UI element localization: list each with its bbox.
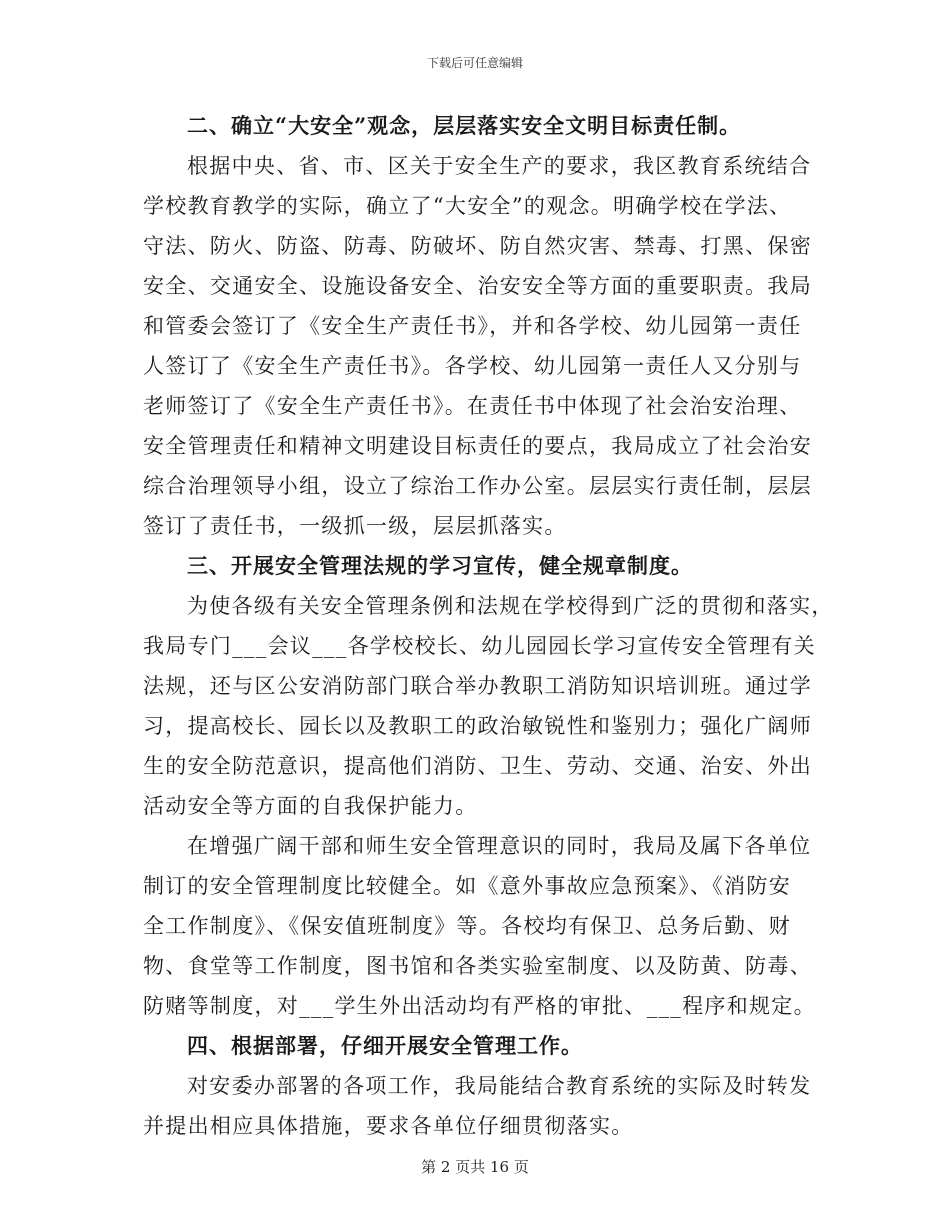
paragraph-line: 安全、交通安全、设施设备安全、治安安全等方面的重要职责。我局	[143, 274, 812, 298]
paragraph-line: 并提出相应具体措施，要求各单位仔细贯彻落实。	[143, 1114, 634, 1138]
paragraph-line: 全工作制度》、《保安值班制度》等。各校均有保卫、总务后勤、财	[143, 914, 791, 938]
paragraph-line: 安全管理责任和精神文明建设目标责任的要点，我局成立了社会治安	[143, 434, 812, 458]
paragraph-line: 人签订了《安全生产责任书》。各学校、幼儿园第一责任人又分别与	[143, 354, 802, 378]
paragraph-line: 老师签订了《安全生产责任书》。在责任书中体现了社会治安治理、	[143, 394, 802, 418]
document-body	[143, 106, 834, 1146]
section-heading-4: 四、根据部署，仔细开展安全管理工作。	[187, 1033, 583, 1058]
paragraph-line: 学校教育教学的实际，确立了“大安全”的观念。明确学校在学法、	[143, 194, 792, 218]
paragraph-line: 和管委会签订了《安全生产责任书》，并和各学校、幼儿园第一责任	[143, 314, 802, 338]
paragraph-line: 我局专门___会议___各学校校长、幼儿园园长学习宣传安全管理有关	[143, 634, 816, 658]
page-number-footer: 第 2 页共 16 页	[421, 1158, 529, 1176]
section-heading-2: 二、确立“大安全”观念，层层落实安全文明目标责任制。	[187, 113, 742, 138]
paragraph-line: 为使各级有关安全管理条例和法规在学校得到广泛的贯彻和落实，	[187, 594, 834, 618]
paragraph-line: 活动安全等方面的自我保护能力。	[143, 794, 478, 818]
paragraph-line: 习，提高校长、园长以及教职工的政治敏锐性和鉴别力；强化广阔师	[143, 714, 812, 738]
paragraph-line: 制订的安全管理制度比较健全。如《意外事故应急预案》、《消防安	[143, 874, 791, 898]
paragraph-line: 根据中央、省、市、区关于安全生产的要求，我区教育系统结合	[187, 154, 812, 178]
paragraph-line: 守法、防火、防盗、防毒、防破坏、防自然灾害、禁毒、打黑、保密	[143, 234, 812, 258]
paragraph-line: 物、食堂等工作制度，图书馆和各类实验室制度、以及防黄、防毒、	[143, 954, 812, 978]
paragraph-line: 法规，还与区公安消防部门联合举办教职工消防知识培训班。通过学	[143, 674, 812, 698]
paragraph-line: 签订了责任书，一级抓一级，层层抓落实。	[143, 514, 567, 538]
paragraph-line: 生的安全防范意识，提高他们消防、卫生、劳动、交通、治安、外出	[143, 754, 812, 778]
paragraph-line: 在增强广阔干部和师生安全管理意识的同时，我局及属下各单位	[187, 834, 812, 858]
paragraph-line: 对安委办部署的各项工作，我局能结合教育系统的实际及时转发	[187, 1074, 812, 1098]
page-header-note: 下载后可任意编辑	[426, 56, 523, 70]
paragraph-line: 综合治理领导小组，设立了综治工作办公室。层层实行责任制，层层	[143, 474, 812, 498]
section-heading-3: 三、开展安全管理法规的学习宣传，健全规章制度。	[187, 553, 693, 578]
paragraph-line: 防赌等制度，对___学生外出活动均有严格的审批、___程序和规定。	[143, 994, 816, 1018]
